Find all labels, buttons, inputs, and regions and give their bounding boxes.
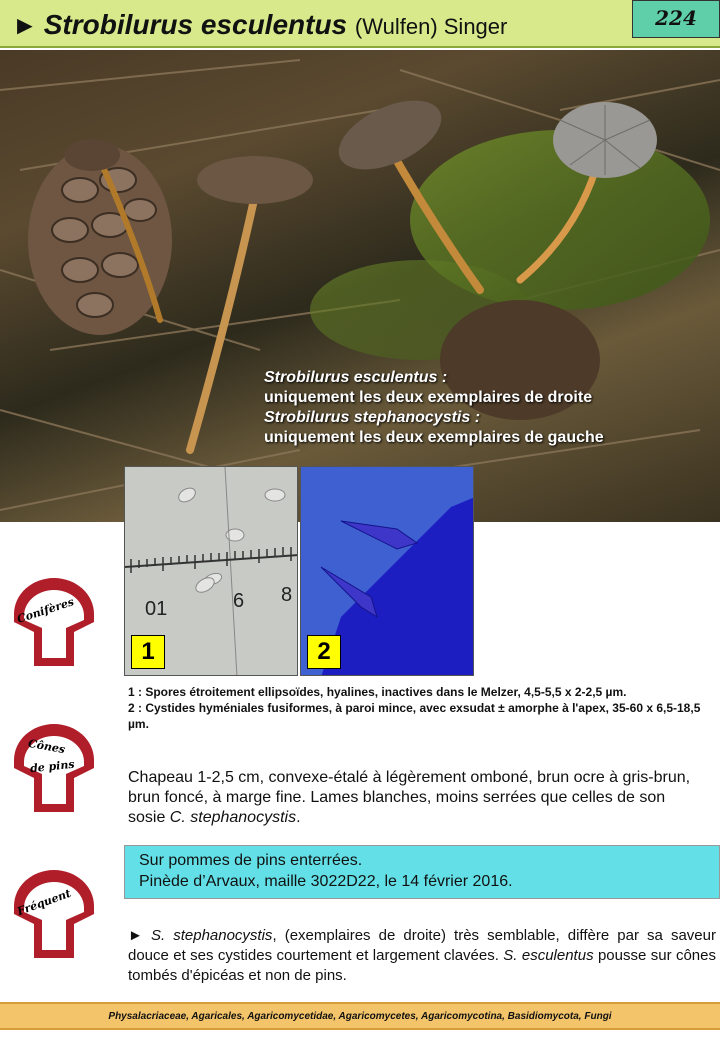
comparison-species-2: S. esculentus bbox=[503, 947, 594, 964]
microscopy-caption bbox=[128, 684, 710, 732]
mushroom-photo-illustration bbox=[0, 50, 720, 522]
species-name: Strobilurus esculentus bbox=[43, 9, 348, 40]
habitat-line-2: Pinède d’Arvaux, maille 3022D22, le 14 février 2016. bbox=[139, 873, 513, 890]
frequency-icon bbox=[4, 866, 104, 966]
comparison-arrow: ► bbox=[128, 927, 143, 944]
description-species: C. stephanocystis bbox=[169, 809, 297, 826]
caption-line-2: uniquement les deux exemplaires de droite bbox=[264, 389, 593, 406]
microscopy-spores-image bbox=[124, 466, 298, 676]
page-number: 224 bbox=[632, 0, 720, 38]
frequency-label: Fréquent bbox=[15, 886, 73, 919]
cones-label-line-1: Cônes bbox=[27, 736, 67, 757]
page-title bbox=[12, 8, 507, 44]
species-author: (Wulfen) Singer bbox=[354, 14, 508, 39]
page-header bbox=[0, 0, 720, 48]
conifers-icon bbox=[4, 574, 104, 674]
image-badge-2: 2 bbox=[307, 635, 341, 669]
taxonomy-footer: Physalacriaceae, Agaricales, Agaricomycetidae, Agaricomycetes, Agaricomycotina, Basidiomycota, Fungi bbox=[0, 1002, 720, 1030]
habitat-box bbox=[124, 845, 720, 899]
cones-label-line-2: de pins bbox=[29, 757, 76, 776]
microscopy-cystidia-image bbox=[300, 466, 474, 676]
pine-cones-icon bbox=[4, 720, 104, 820]
title-arrow: ► bbox=[12, 10, 38, 40]
comparison-note bbox=[128, 926, 716, 986]
comparison-species-1: S. stephanocystis bbox=[150, 927, 273, 944]
main-photo bbox=[0, 50, 720, 522]
microscopy-caption-line-1: 1 : Spores étroitement ellipsoïdes, hyalines, inactives dans le Melzer, 4,5-5,5 x 2-2,5 µm. bbox=[128, 685, 627, 699]
comparison-text-1: , (exemplaires de droite) très semblable, diffère par sa saveur douce et ses cystides courtement et largement clavées. bbox=[128, 927, 716, 964]
ruler-label-3: 8 bbox=[281, 584, 293, 606]
image-badge-1: 1 bbox=[131, 635, 165, 669]
conifers-label: Conifères bbox=[15, 595, 76, 626]
caption-line-1: Strobilurus esculentus : bbox=[264, 369, 448, 386]
caption-line-3: Strobilurus stephanocystis : bbox=[264, 409, 481, 426]
ruler-label-1: 01 bbox=[145, 598, 168, 620]
comparison-text-2: pousse sur cônes tombés d'épicéas et non de pins. bbox=[128, 947, 716, 984]
habitat-line-1: Sur pommes de pins enterrées. bbox=[139, 852, 363, 869]
description-end: . bbox=[296, 809, 301, 826]
ruler-label-2: 6 bbox=[233, 590, 245, 612]
microscopy-caption-line-2: 2 : Cystides hyméniales fusiformes, à paroi mince, avec exsudat ± amorphe à l'apex, 35-60 x 6,5-18,5 µm. bbox=[128, 701, 701, 731]
caption-line-4: uniquement les deux exemplaires de gauche bbox=[264, 429, 604, 446]
cap-description bbox=[128, 768, 698, 828]
photo-caption bbox=[264, 368, 604, 448]
description-text: Chapeau 1-2,5 cm, convexe-étalé à légèrement omboné, brun ocre à gris-brun, brun foncé, à marge fine. Lames blanches, moins serrées que celles de son sosie bbox=[128, 769, 691, 826]
